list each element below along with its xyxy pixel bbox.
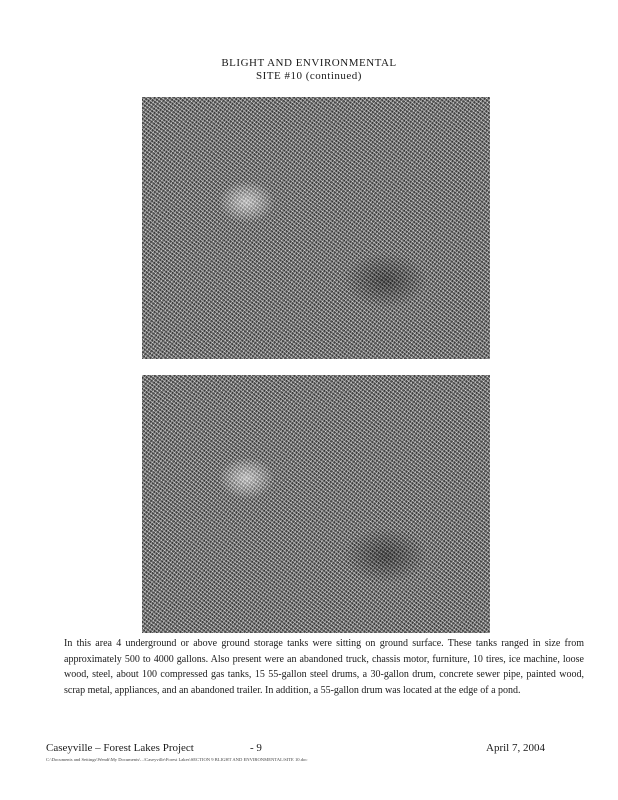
page-title: BLIGHT AND ENVIRONMENTAL <box>221 57 397 69</box>
footer-file-path: C:\Documents and Settings\Wendi\My Documents\...\Caseyville\Forest Lakes\SECTION 9 BLIGHT AND ENVIRONMENTAL\SITE 10.doc <box>46 757 308 762</box>
site-photo-bottom <box>142 375 490 633</box>
site-photo-top <box>142 97 490 359</box>
footer-page-number: - 9 <box>250 742 262 754</box>
photo-caption: In this area 4 underground or above ground storage tanks were sitting on ground surface. These tanks ranged in size from approximately 500 to 4000 gallons. Also present were an abandoned truck, chassis motor, furniture, 10 tires, ice machine, loose wood, steel, about 100 compressed gas tanks, 15 55-gallon steel drums, a 30-gallon drum, concrete sewer pipe, painted wood, scrap metal, appliances, and an abandoned trailer. In addition, a 55-gallon drum was located at the edge of a pond. <box>64 638 584 696</box>
footer-date: April 7, 2004 <box>486 742 545 754</box>
footer-project-name: Caseyville – Forest Lakes Project <box>46 742 194 754</box>
page-subtitle: SITE #10 (continued) <box>256 70 362 82</box>
